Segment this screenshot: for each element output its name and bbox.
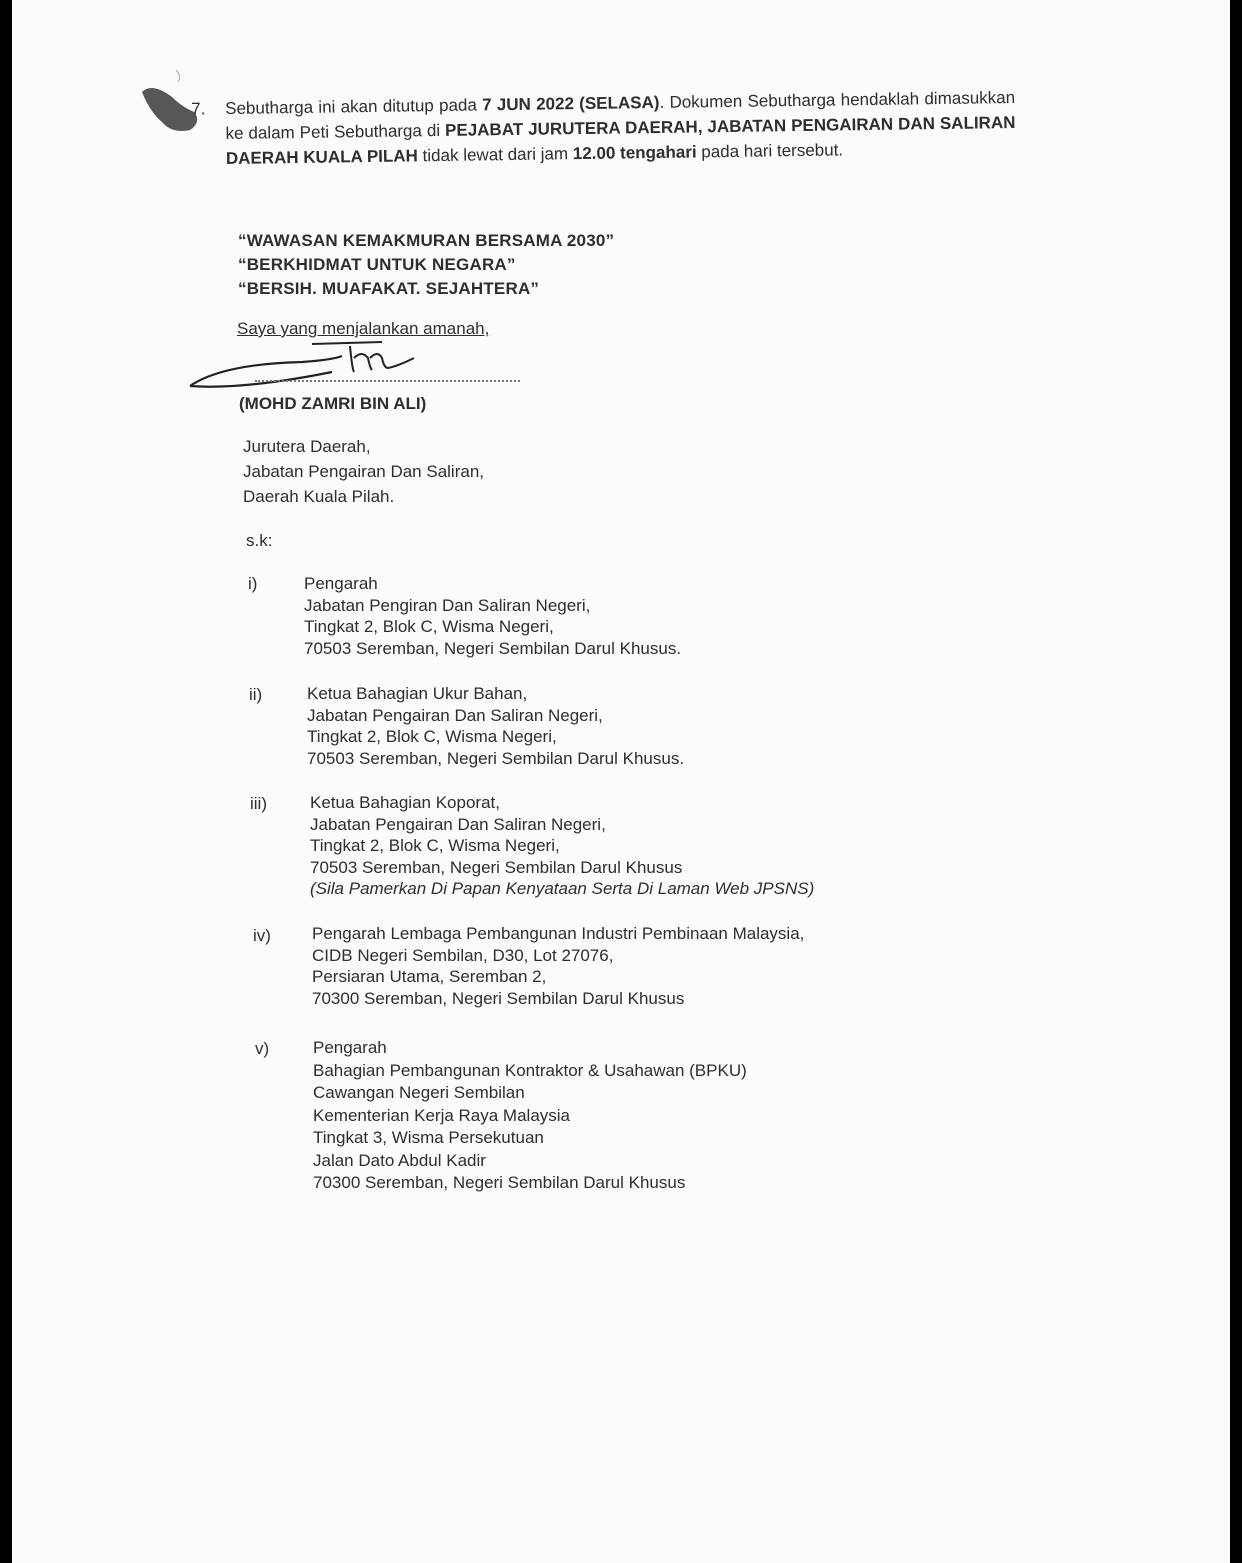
cc-item-4: Pengarah Lembaga Pembangunan Industri Pembinaan Malaysia, CIDB Negeri Sembilan, D30, Lot 27076, Persiaran Utama, Seremban 2, 70300 Seremban, Negeri Sembilan Darul Khusus — [312, 924, 805, 1008]
role-line: Jabatan Pengairan Dan Saliran, — [243, 462, 484, 481]
document-page — [12, 0, 1230, 1563]
cc-item-label: iv) — [253, 926, 271, 945]
closing-date: 7 JUN 2022 — [482, 94, 575, 115]
role-line: Daerah Kuala Pilah. — [243, 487, 395, 506]
role-line: Jurutera Daerah, — [243, 437, 371, 456]
signatory-name: (MOHD ZAMRI BIN ALI) — [239, 394, 427, 413]
slogan-3: “BERSIH. MUAFAKAT. SEJAHTERA” — [238, 279, 540, 298]
cc-item-label: i) — [248, 574, 258, 593]
signatory-role — [243, 434, 484, 509]
signature-line — [255, 372, 520, 382]
slogan-1: “WAWASAN KEMAKMURAN BERSAMA 2030” — [238, 231, 615, 250]
cc-note: (Sila Pamerkan Di Papan Kenyataan Serta Di Laman Web JPSNS) — [310, 879, 815, 898]
cc-item-5: Pengarah Bahagian Pembangunan Kontraktor & Usahawan (BPKU) Cawangan Negeri Sembilan Kementerian Kerja Raya Malaysia Tingkat 3, Wisma Persekutuan Jalan Dato Abdul Kadir 70300 Seremban, Negeri Sembilan Darul Khusus — [313, 1038, 747, 1192]
cc-item-label: ii) — [249, 685, 263, 704]
paragraph-text: Sebutharga ini akan ditutup pada 7 JUN 2022 (SELASA). Dokumen Sebutharga hendaklah dimasukkan ke dalam Peti Sebutharga di PEJABAT JURUTERA DAERAH, JABATAN PENGAIRAN DAN SALIRAN DAERAH KUALA PILAH tidak lewat dari jam 12.00 tengahari pada hari tersebut. — [225, 87, 1016, 168]
cc-label: s.k: — [246, 531, 273, 550]
closing-day: (SELASA) — [579, 92, 660, 114]
closing-time: 12.00 tengahari — [572, 142, 697, 164]
slogan-2: “BERKHIDMAT UNTUK NEGARA” — [238, 255, 516, 274]
cc-item-label: v) — [255, 1039, 270, 1058]
document-body — [12, 0, 1230, 1563]
paragraph-7 — [191, 85, 1016, 171]
office-name: PEJABAT JURUTERA DAERAH, JABATAN PENGAIRAN DAN SALIRAN DAERAH KUALA PILAH — [225, 112, 1016, 168]
cc-item-3: Ketua Bahagian Koporat, Jabatan Pengairan Dan Saliran Negeri, Tingkat 2, Blok C, Wisma Negeri, 70503 Seremban, Negeri Sembilan Darul Khusus (Sila Pamerkan Di Papan Kenyataan Serta Di Laman Web JPSNS) — [310, 793, 815, 898]
cc-item-2: Ketua Bahagian Ukur Bahan, Jabatan Pengairan Dan Saliran Negeri, Tingkat 2, Blok C, Wisma Negeri, 70503 Seremban, Negeri Sembilan Darul Khusus. — [307, 684, 685, 768]
closing-line: Saya yang menjalankan amanah, — [237, 319, 490, 338]
cc-item-1: Pengarah Jabatan Pengiran Dan Saliran Negeri, Tingkat 2, Blok C, Wisma Negeri, 70503 Seremban, Negeri Sembilan Darul Khusus. — [304, 574, 682, 658]
slogans — [238, 229, 614, 301]
paragraph-number: 7. — [191, 99, 206, 119]
cc-item-label: iii) — [250, 794, 267, 813]
